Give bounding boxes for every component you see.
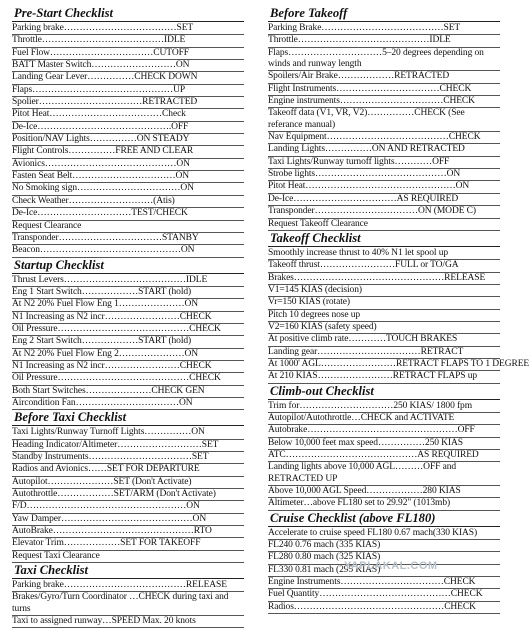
section-taxi-checklist (12, 563, 244, 628)
checklist-item: De-Ice……………………………AS REQUIRED (268, 194, 500, 206)
section-title: Pre-Start Checklist (12, 6, 244, 22)
checklist-item: Trim for…………………………250 KIAS/ 1800 fpm (268, 401, 500, 413)
checklist-item: Landing Lights……………ON AND RETRACTED (268, 144, 500, 156)
checklist-item: At 210 KIAS……………………RETRACT FLAPS up (268, 371, 500, 383)
checklist-item: Eng 2 Start Switch………………START (hold) (12, 336, 244, 348)
checklist-item: Aircondition Fan……………………………ON (12, 398, 244, 410)
checklist-item: Transponder……………………………STANBY (12, 233, 244, 245)
checklist-item: Takeoff thrust……………………FULL or TO/GA (268, 260, 500, 272)
section-title: Before Taxi Checklist (12, 410, 244, 426)
checklist-item: Flaps…………………………5–20 degrees depending on winds and runway length (268, 48, 500, 72)
section-title: Climb-out Checklist (268, 384, 500, 400)
checklist-item: Heading Indicator/Altimeter………………………SET (12, 440, 244, 452)
checklist-item: Fuel Quantity……………………………………CHECK (268, 589, 500, 601)
checklist-item: At positive climb rate…………TOUCH BRAKES (268, 334, 500, 346)
checklist-item: Flight Instruments……………………………CHECK (268, 84, 500, 96)
checklist-item: Thrust Levers…………………………………IDLE (12, 275, 244, 287)
checklist-item: Brakes…………………………………………RELEASE (268, 273, 500, 285)
checklist-item: Request Takeoff Clearance (268, 219, 500, 231)
checklist-item: V2=160 KIAS (safety speed) (268, 322, 500, 334)
section-title: Cruise Checklist (above FL180) (268, 511, 500, 527)
checklist-item: FL330 0.81 mach (295 KIAS) (268, 565, 500, 577)
checklist-item: Flight Controls……………FREE AND CLEAR (12, 146, 244, 158)
section-title: Taxi Checklist (12, 563, 244, 579)
checklist-item: Accelerate to cruise speed FL180 0.67 mach(330 KIAS) (268, 528, 500, 540)
checklist-item: Parking brake………………………………SET (12, 23, 244, 35)
checklist-item: Throttle……………………………………IDLE (268, 35, 500, 47)
checklist-item: No Smoking sign……………………………ON (12, 183, 244, 195)
checklist-item: Eng 1 Start Switch………………START (hold) (12, 287, 244, 299)
checklist-item: Beacon………………………………………ON (12, 245, 244, 257)
checklist-item: Engine instruments……………………………CHECK (268, 96, 500, 108)
checklist-item: Pitot Heat…………………………………………ON (268, 181, 500, 193)
checklist-item: Vr=150 KIAS (rotate) (268, 297, 500, 309)
checklist-item: Check Weather………………………(Atis) (12, 196, 244, 208)
section-startup-checklist (12, 258, 244, 411)
checklist-item: N1 Increasing as N2 incr……………………CHECK (12, 312, 244, 324)
right-column (268, 6, 529, 614)
checklist-item: F/D……………………………………………ON (12, 501, 244, 513)
checklist-item: Flaps………………………………………UP (12, 85, 244, 97)
section-pre-start-checklist (12, 6, 244, 258)
left-column (12, 6, 244, 628)
checklist-item: Position/NAV Lights……………ON STEADY (12, 134, 244, 146)
checklist-item: Transponder……………………………ON (MODE C) (268, 206, 500, 218)
section-title: Takeoff Checklist (268, 231, 500, 247)
checklist-item: Fasten Seat Belt……………………………ON (12, 171, 244, 183)
checklist-item: N1 Increasing as N2 incr……………………CHECK (12, 361, 244, 373)
checklist-item: At N2 20% Fuel Flow Eng 2…………………ON (12, 349, 244, 361)
checklist-item: Oil Pressure……………………………………CHECK (12, 324, 244, 336)
watermark: YAPLAKAL.COM (344, 560, 438, 572)
checklist-item: Request Taxi Clearance (12, 551, 244, 563)
checklist-item: Smoothly increase thrust to 40% N1 let spool up (268, 248, 500, 260)
checklist-item: Oil Pressure……………………………………CHECK (12, 373, 244, 385)
checklist-item: AutoBrake………………………………………RTO (12, 526, 244, 538)
checklist-item: At N2 20% Fuel Flow Eng 1…………………ON (12, 299, 244, 311)
checklist-item: Request Clearance (12, 221, 244, 233)
checklist-item: Below 10,000 feet max speed……………250 KIAS (268, 438, 500, 450)
checklist-item: Pitch 10 degrees nose up (268, 310, 500, 322)
checklist-item: At 1000' AGL……………………RETRACT FLAPS TO 1 DEGREE (268, 359, 500, 371)
checklist-item: Fuel Flow……………………………CUTOFF (12, 48, 244, 60)
checklist-item: Autopilot…………………SET (Don't Activate) (12, 477, 244, 489)
checklist-item: Standby Instruments……………………………SET (12, 452, 244, 464)
checklist-item: Autopilot/Autothrottle…CHECK and ACTIVATE (268, 413, 500, 425)
checklist-item: Landing gear……………………………RETRACT (268, 347, 500, 359)
checklist-item: Engine Instruments……………………………CHECK (268, 577, 500, 589)
checklist-item: FL280 0.80 mach (325 KIAS) (268, 552, 500, 564)
checklist-item: Altimeter…above FL180 set to 29.92" (1013mb) (268, 498, 500, 510)
checklist-item: Yaw Damper……………………………………ON (12, 514, 244, 526)
checklist-item: Radios…………………………………………CHECK (268, 602, 500, 614)
checklist-item: ATC……………………………………AS REQUIRED (268, 450, 500, 462)
section-climb-out-checklist (268, 384, 500, 511)
checklist-item: Parking brake…………………………………RELEASE (12, 580, 244, 592)
section-takeoff-checklist (268, 230, 529, 384)
checklist-item: Throttle…………………………………IDLE (12, 35, 244, 47)
section-title: Startup Checklist (12, 258, 244, 274)
checklist-item: FL240 0.76 mach (335 KIAS) (268, 540, 500, 552)
checklist-item: Both Start Switches…………………CHECK GEN (12, 386, 244, 398)
checklist-item: Taxi Lights/Runway Turnoff Lights……………ON (12, 427, 244, 439)
checklist-item: Takeoff data (V1, VR, V2)……………CHECK (See referance manual) (268, 108, 500, 132)
checklist-item: De-Ice…………………………………….OFF (12, 122, 244, 134)
checklist-item: Landing Gear Lever……………CHECK DOWN (12, 72, 244, 84)
checklist-item: Pitot Heat………………………………Check (12, 109, 244, 121)
checklist-item: Taxi Lights/Runway turnoff lights…………OFF (268, 157, 500, 169)
checklist-item: Nav Equipment…………………………………CHECK (268, 132, 500, 144)
section-title: Before Takeoff (268, 6, 500, 22)
section-before-takeoff (268, 6, 500, 231)
checklist-item: Landing lights above 10,000 AGL………OFF and RETRACTED UP (268, 462, 500, 486)
checklist-item: Taxi to assigned runway…SPEED Max. 20 knots (12, 616, 244, 628)
checklist-item: BATT Master Switch………………………ON (12, 60, 244, 72)
checklist-item: Autobrake…………………………………………OFF (268, 425, 500, 437)
checklist-item: Above 10,000 AGL Speed………………280 KIAS (268, 486, 500, 498)
checklist-item: V1=145 KIAS (decision) (268, 285, 500, 297)
checklist-item: Radios and Avionics……SET FOR DEPARTURE (12, 464, 244, 476)
checklist-item: Spolier……………………………RETRACTED (12, 97, 244, 109)
checklist-item: Autothrottle………………SET/ARM (Don't Activate) (12, 489, 244, 501)
checklist-item: De-Ice…………………………TEST/CHECK (12, 208, 244, 220)
checklist-item: Spoilers/Air Brake………………RETRACTED (268, 71, 500, 83)
checklist-item: Parking Brake…………………………………SET (268, 23, 500, 35)
section-before-taxi-checklist (12, 410, 244, 563)
checklist-item: Strobe lights……………………………………ON (268, 169, 500, 181)
checklist-item: Brakes/Gyro/Turn Coordinator …CHECK during taxi and turns (12, 592, 244, 616)
checklist-item: Elevator Trim………………SET FOR TAKEOFF (12, 538, 244, 550)
checklist-item: Avionics……………………………………ON (12, 159, 244, 171)
